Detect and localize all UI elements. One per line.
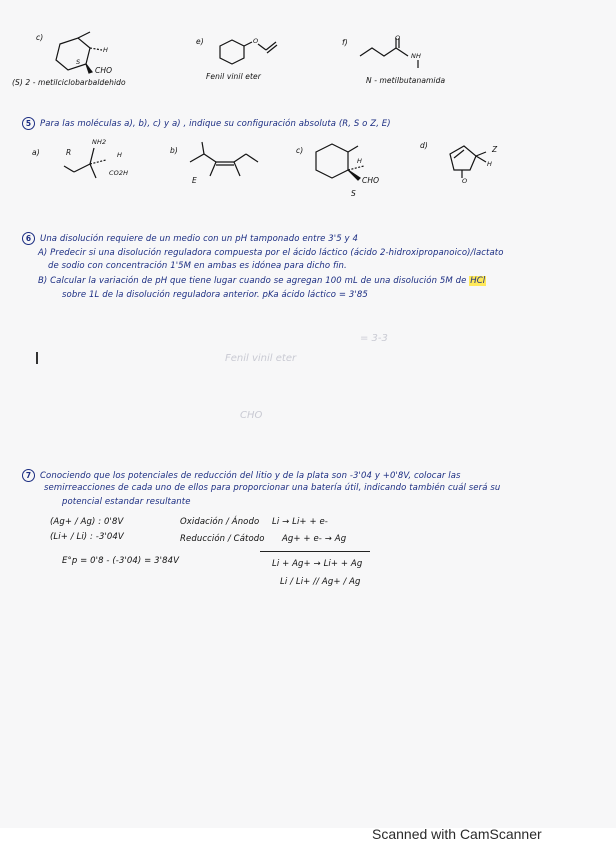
sec6-line5: sobre 1L de la disolución reguladora anterior. pKa ácido láctico = 3'85: [62, 290, 368, 300]
question-number-5: 5: [22, 117, 35, 130]
amino-acid-structure: [60, 142, 140, 188]
sec4-c-s: S: [76, 58, 81, 66]
sec7-overall-reaction: Li + Ag+ → Li+ + Ag: [272, 559, 363, 569]
sec5-question-line: [22, 117, 391, 130]
bleed-through-text: Fenil vinil eter: [225, 353, 297, 364]
sec5-a-label: a): [32, 148, 40, 157]
bleed-through-text: = 3-3: [360, 333, 388, 344]
sec4-e-name: Fenil vinil eter: [206, 72, 261, 81]
scanner-watermark: Scanned with CamScanner: [372, 826, 542, 842]
bleed-through-text: CHO: [240, 410, 263, 421]
sec5-question: Para las moléculas a), b), c) y a) , indique su configuración absoluta (R, S o Z, E): [40, 119, 391, 129]
sec7-ox-label: Oxidación / Ánodo: [180, 517, 260, 527]
sec4-c-h: H: [103, 46, 108, 54]
sec5-a-r: R: [66, 148, 72, 157]
sec5-a-h: H: [117, 151, 122, 159]
sec6-line1: 6 Una disolución requiere de un medio con un pH tamponado entre 3'5 y 4: [22, 232, 358, 245]
sec5-d-z: Z: [492, 145, 498, 154]
sec6-line2: A) Predecir si una disolución reguladora compuesta por el ácido láctico (ácido 2-hidroxipropanoico)/lactato: [38, 248, 504, 258]
cyclohexane-carbaldehyde-structure: [308, 138, 388, 198]
question-number-6: 6: [22, 232, 35, 245]
sec5-d-o: O: [462, 177, 468, 185]
sec4-c-label: c): [36, 33, 44, 42]
sec6-line3: de sodio con concentración 1'5M en ambas es idónea para dicho fin.: [48, 261, 347, 271]
sec7-ox-reaction: Li → Li+ + e-: [272, 517, 328, 527]
sec4-f-name: N - metilbutanamida: [366, 76, 446, 85]
sum-line: [260, 551, 370, 552]
sec7-red-label: Reducción / Cátodo: [180, 534, 265, 544]
sec4-c-name: (S) 2 - metilciclobarbaldehido: [12, 78, 126, 87]
sec5-d-h: H: [487, 160, 492, 168]
n-methylbutanamide-structure: [356, 36, 446, 72]
sec7-standard-potential: E°p = 0'8 - (-3'04) = 3'84V: [62, 556, 180, 566]
sec4-e-o: O: [253, 37, 259, 45]
sec5-c-label: c): [296, 146, 304, 155]
sec7-line1: 7 Conociendo que los potenciales de reducción del litio y de la plata son -3'04 y +0'8V, colocar las: [22, 469, 461, 482]
sec5-d-label: d): [420, 141, 428, 150]
sec7-li-potential: (Li+ / Li) : -3'04V: [50, 532, 124, 542]
sec5-a-co2h: CO2H: [109, 169, 129, 177]
sec5-a-nh2: NH2: [92, 138, 107, 146]
sec6-line4: B) Calcular la variación de pH que tiene lugar cuando se agregan 100 mL de una disolución 5M de HCl: [38, 276, 486, 286]
sec4-f-nh: NH: [411, 52, 421, 60]
sec5-b-label: b): [170, 146, 178, 155]
sec5-c-s: S: [351, 189, 356, 198]
sec7-red-reaction: Ag+ + e- → Ag: [282, 534, 347, 544]
sec7-ag-potential: (Ag+ / Ag) : 0'8V: [50, 517, 124, 527]
sec7-line3: potencial estandar resultante: [62, 497, 191, 507]
sec7-line2: semirreacciones de cada uno de ellos para proporcionar una batería útil, indicando también cuál será su: [44, 483, 501, 493]
sec7-cell-notation: Li / Li+ // Ag+ / Ag: [280, 577, 361, 587]
pen-mark: [36, 352, 38, 364]
sec5-c-cho: CHO: [362, 176, 380, 185]
question-number-7: 7: [22, 469, 35, 482]
phenyl-vinyl-ether-structure: [212, 36, 282, 72]
sec5-b-e: E: [192, 176, 197, 185]
alkene-structure: [186, 140, 276, 190]
sec5-c-h: H: [357, 157, 362, 165]
methylcyclohexanecarbaldehyde-structure: [50, 36, 130, 82]
sec4-c-cho: CHO: [95, 66, 113, 75]
sec4-f-o: O: [395, 34, 401, 42]
sec4-f-label: f): [342, 38, 348, 47]
hcl-highlight: HCl: [470, 276, 486, 286]
sec4-e-label: e): [196, 37, 204, 46]
